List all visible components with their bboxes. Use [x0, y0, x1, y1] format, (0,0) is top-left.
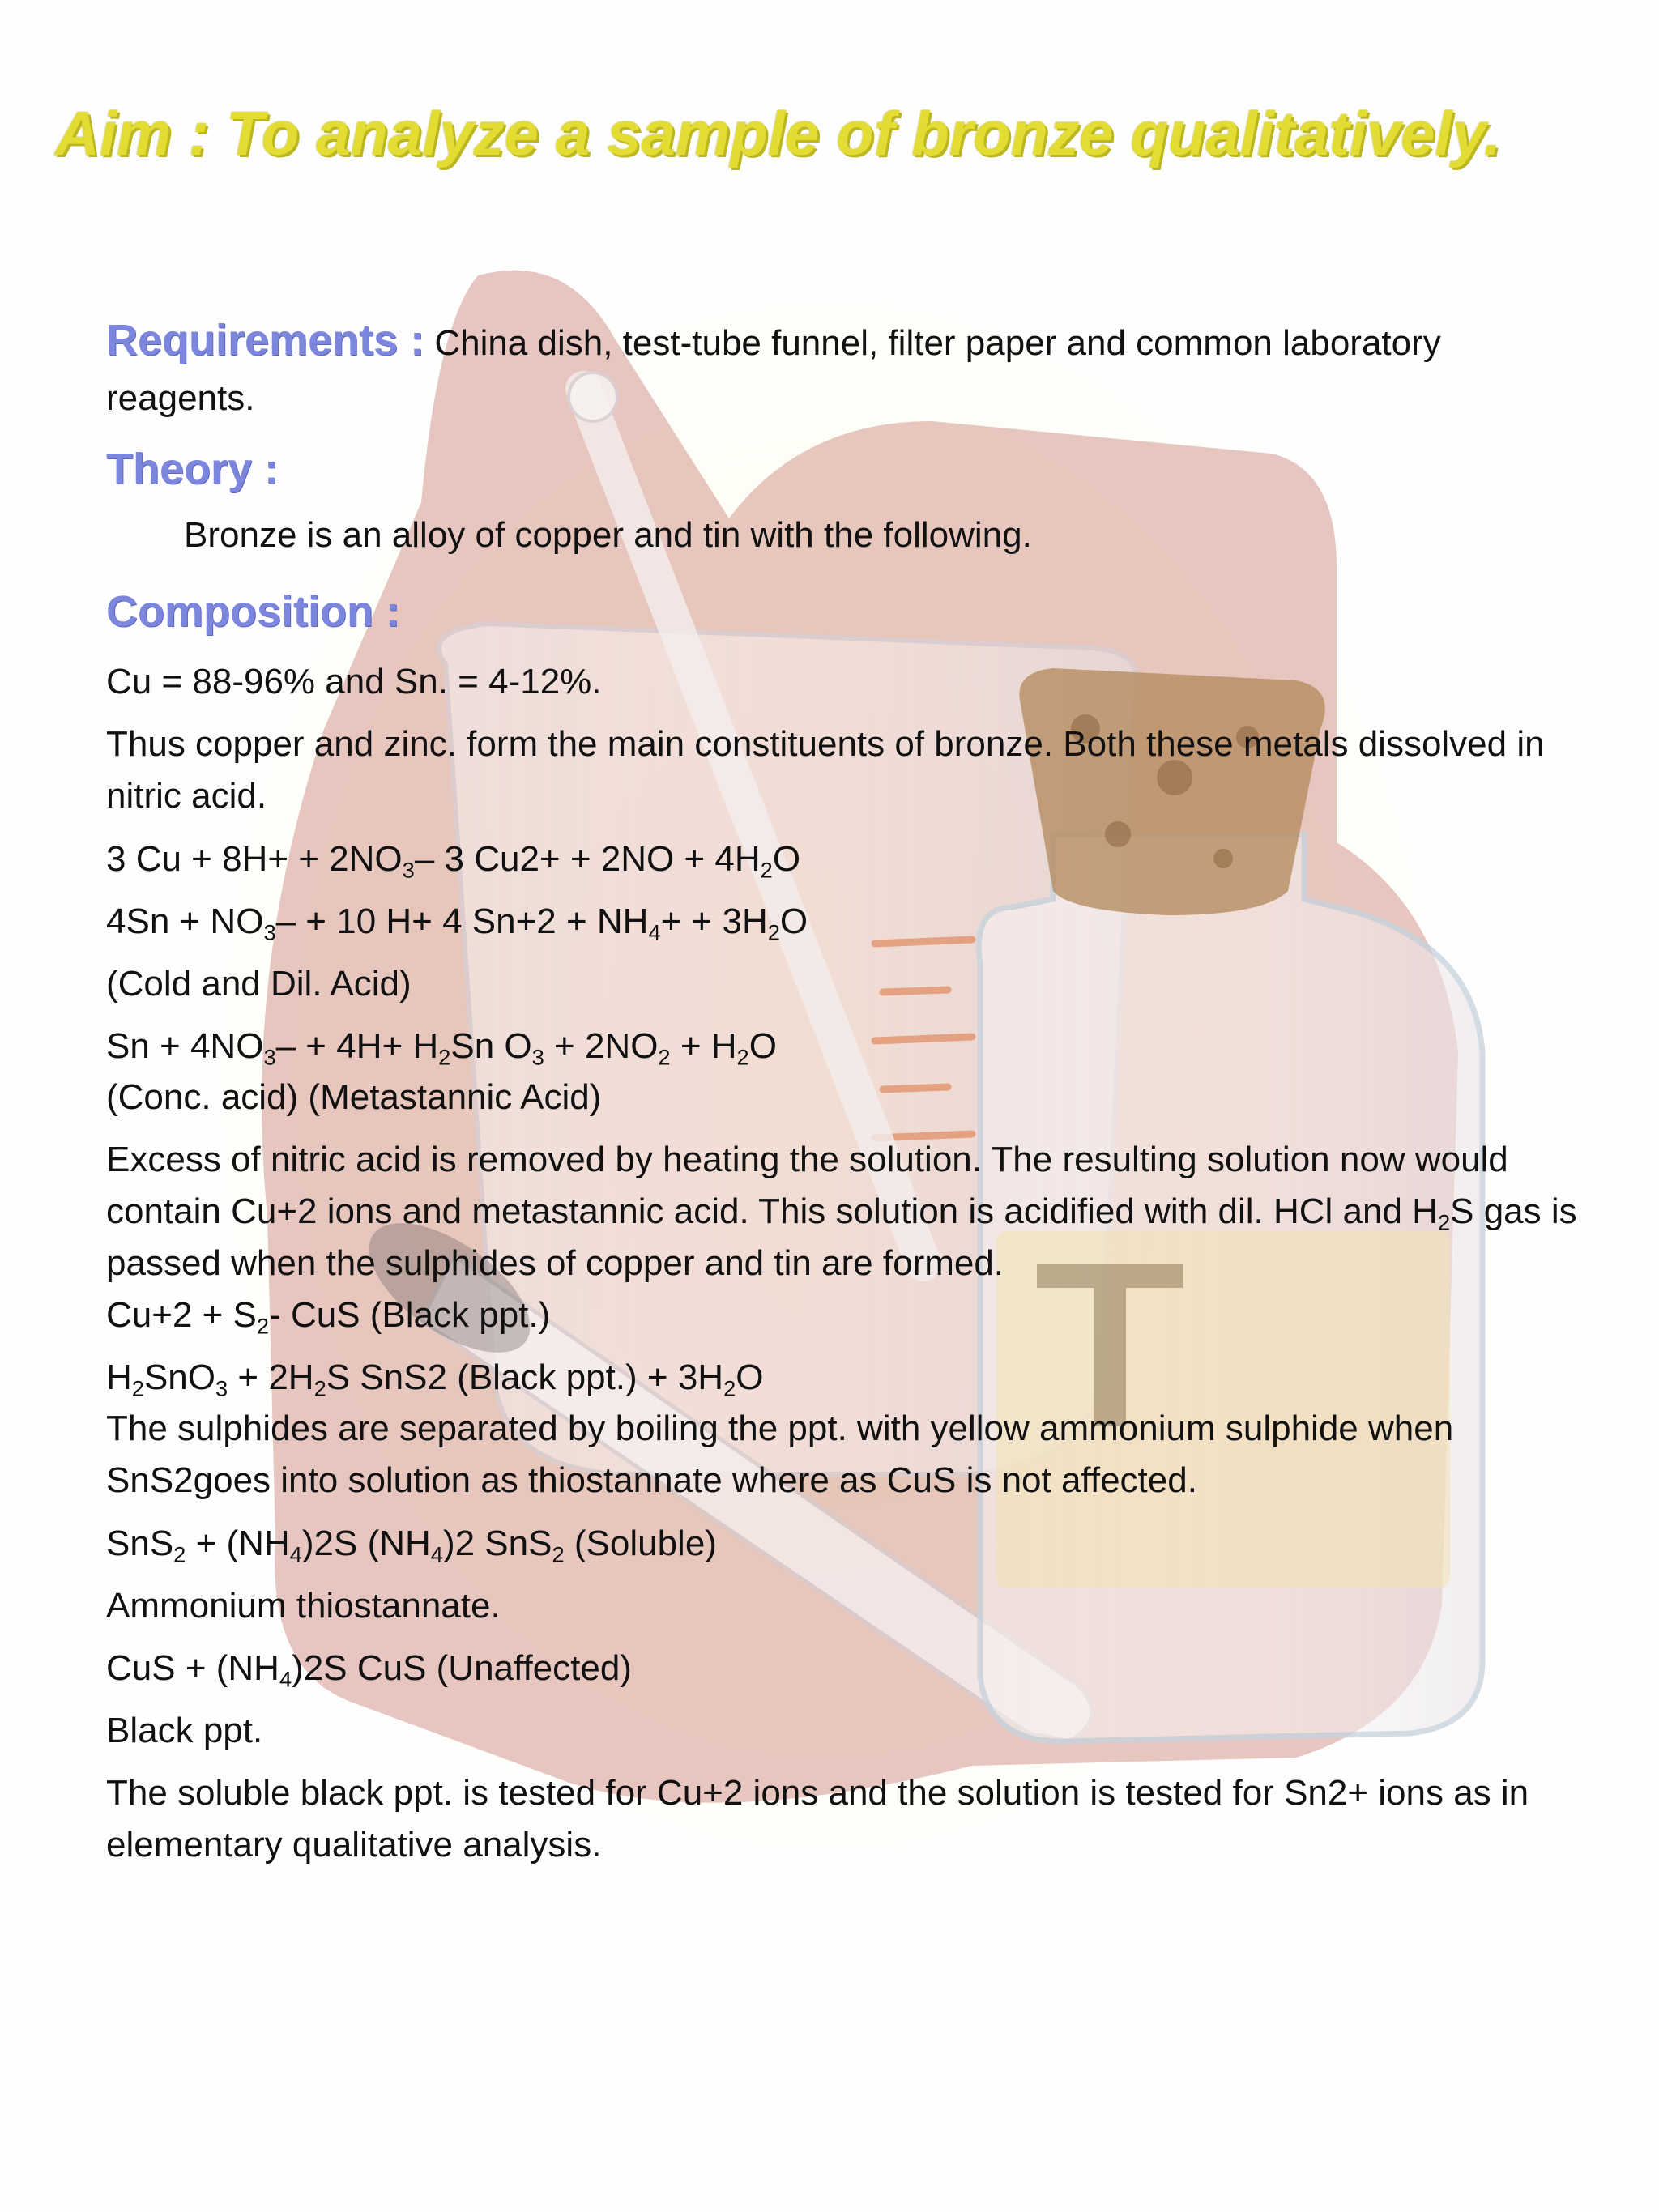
note-ammonium-thiostannate: Ammonium thiostannate. [106, 1586, 501, 1626]
composition-formula: Cu = 88-96% and Sn. = 4-12%. [106, 662, 602, 701]
note-cold-dil-acid: (Cold and Dil. Acid) [106, 964, 412, 1004]
equation-7: CuS + $(NH_4)2S$ CuS (Unaffected) [106, 1648, 632, 1692]
composition-para3: The sulphides are separated by boiling the ppt. with yellow ammonium sulphide when SnS2goes into solution as thiostannate where as CuS is not affected. [106, 1409, 1454, 1500]
note-conc-acid: (Conc. acid) (Metastannic Acid) [106, 1077, 602, 1117]
theory-heading: Theory : [106, 445, 279, 493]
requirements-label: Requirements : [106, 316, 425, 364]
requirements-text: China dish, test-tube funnel, filter paper and common laboratory reagents. [106, 323, 1441, 418]
equation-5: $H_2SnO_3 + 2H_2S$ SnS2 (Black $ppt.) + 3H_2O$ [106, 1357, 764, 1401]
equation-1: 3 $Cu + 8H+ + 2NO_3-$ 3 $Cu2+ + 2NO + 4H_2O$ [106, 839, 801, 883]
composition-para4: The soluble black ppt. is tested for Cu+2 ions and the solution is tested for Sn2+ ions as in elementary qualitative analysis. [106, 1773, 1529, 1865]
composition-heading: Composition : [106, 587, 400, 636]
equation-3: $Sn + 4NO_3- + 4H+ H_2Sn$ $O_3 + 2NO_2 + H_2O$ [106, 1026, 777, 1070]
note-black-ppt: Black ppt. [106, 1711, 263, 1750]
theory-text: Bronze is an alloy of copper and tin with the following. [184, 515, 1032, 555]
composition-para1: Thus copper and zinc. form the main constituents of bronze. Both these metals dissolved in nitric acid. [106, 724, 1545, 816]
composition-body [106, 656, 1589, 1871]
equation-2: $4Sn + NO_3- + 10$ H+ 4 $Sn+2 + NH_4+ + 3H_2O$ [106, 901, 808, 945]
aim-title: Aim : To analyze a sample of bronze qualitatively. [55, 100, 1502, 168]
composition-para2: Excess of nitric acid is removed by heating the solution. The resulting solution now would contain Cu+2 ions and metastannic acid. This solution is acidified with dil. HCl and $H_2S$ gas is passed when the sulphides of copper and tin are formed. [106, 1140, 1577, 1283]
equation-4: $Cu+2 + S_2-$ CuS (Black ppt.) [106, 1295, 551, 1339]
requirements-paragraph [106, 313, 1467, 426]
equation-6: $SnS_2 + (NH_4)2S$ $(NH_4)2$ SnS$_2$ (Soluble) [106, 1524, 717, 1567]
